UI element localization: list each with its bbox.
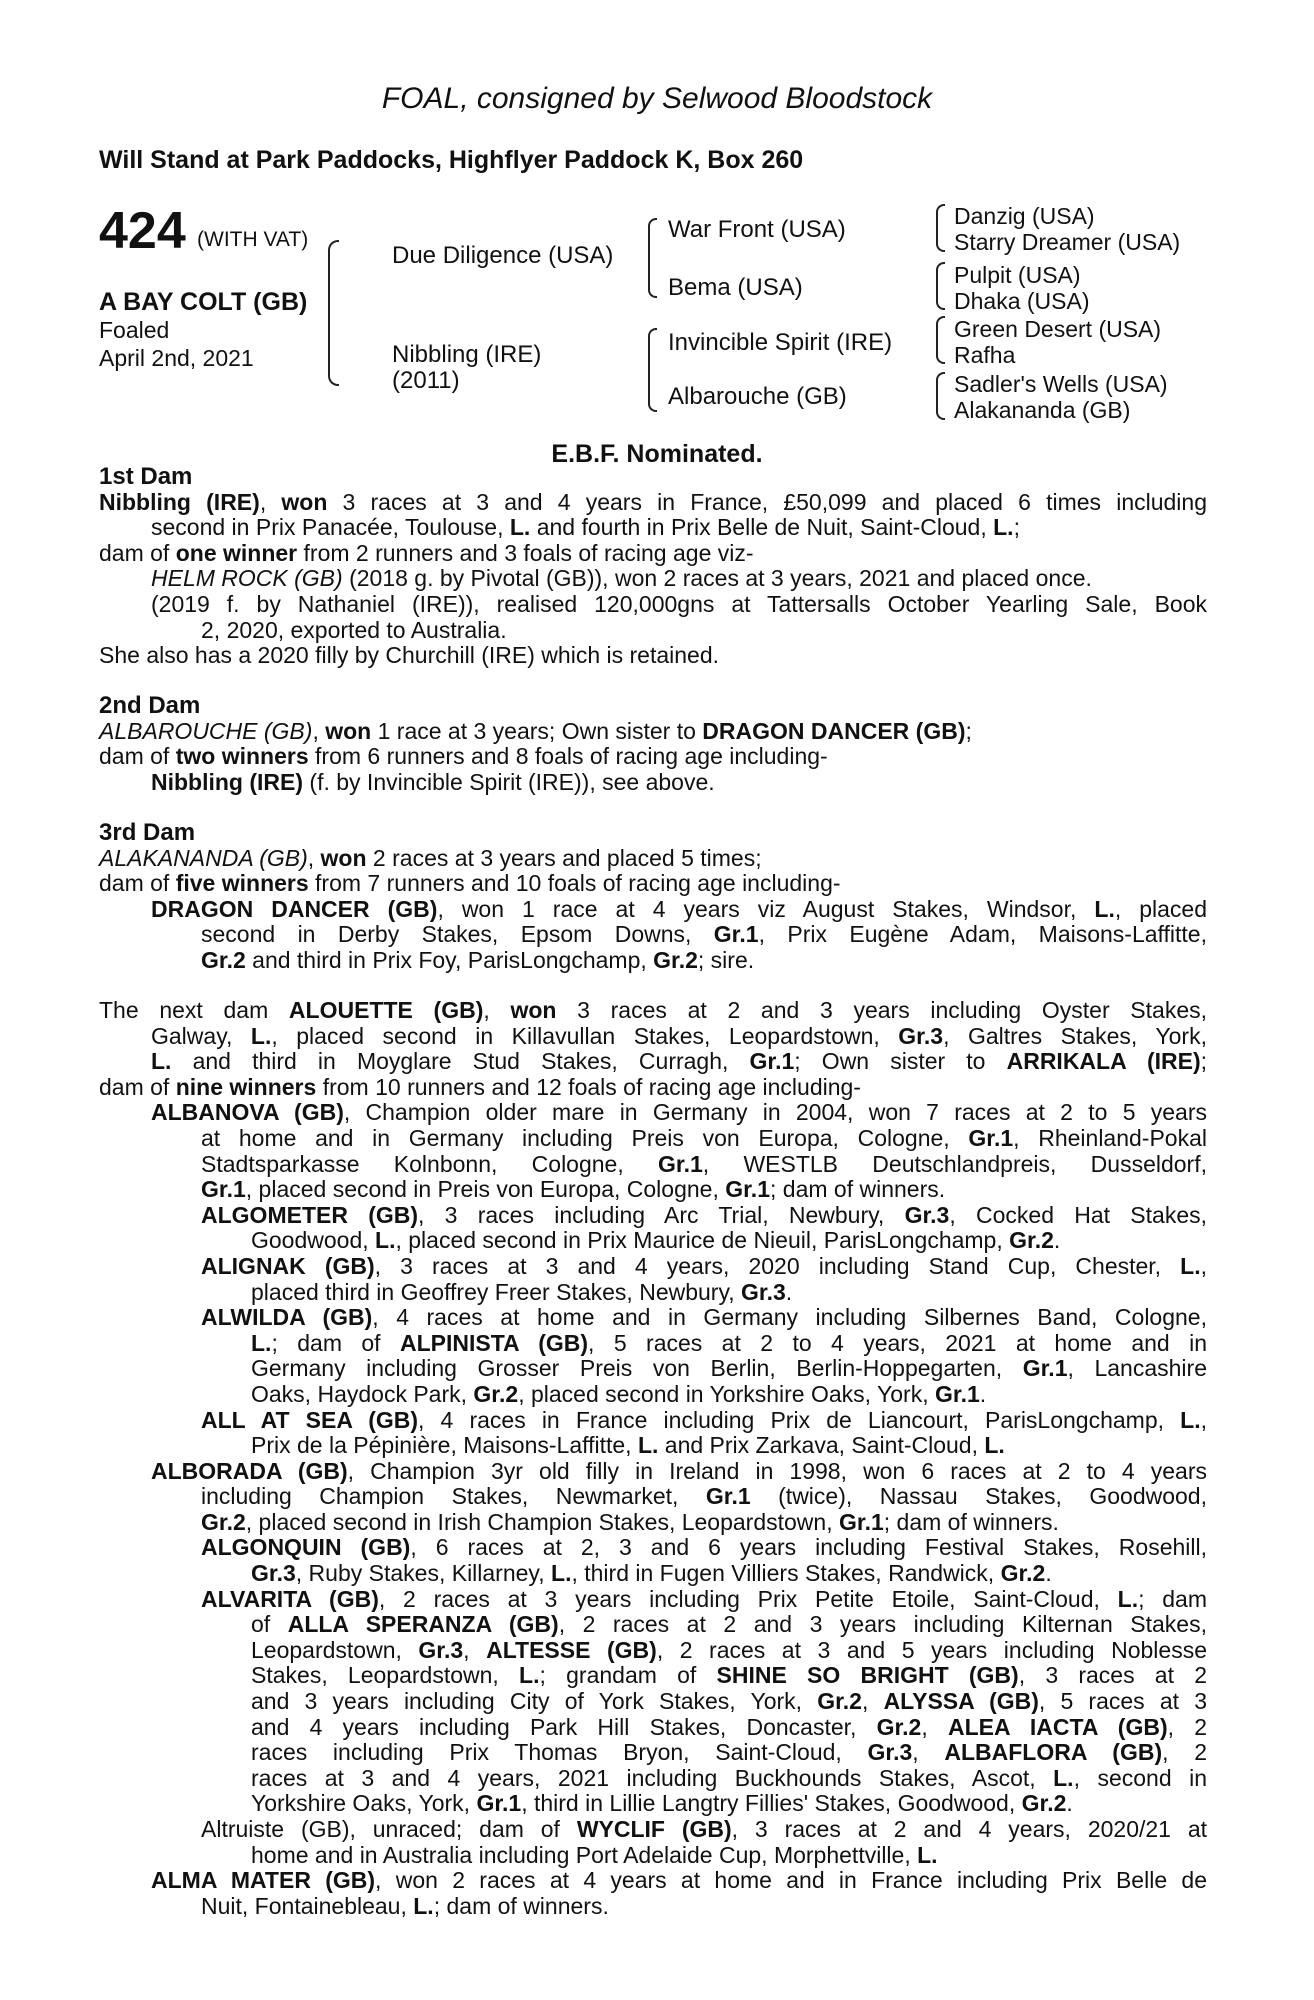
text-line (99, 1535, 1207, 1561)
text-segment: . (979, 1380, 987, 1407)
text-line (99, 592, 1207, 618)
text-segment: , Prix Eugène Adam, Maisons-Laffitte, (758, 921, 1207, 948)
text-segment: ALAKANANDA (GB) (99, 844, 308, 871)
text-segment: Galway, (151, 1022, 251, 1049)
text-segment: , Galtres Stakes, York, (943, 1022, 1207, 1049)
text-segment: ; dam of winners. (433, 1892, 609, 1919)
text-segment: L. (151, 1048, 172, 1075)
text-segment: ALGONQUIN (GB) (201, 1534, 411, 1561)
text-line (99, 541, 1207, 567)
text-line (99, 1715, 1207, 1741)
dam-dam: Albarouche (GB) (668, 383, 847, 410)
text-segment: L. (1094, 895, 1115, 922)
text-segment: 2, 2020, exported to Australia. (201, 616, 507, 643)
text-line (99, 719, 1207, 745)
text-segment: ALWILDA (GB) (201, 1304, 373, 1331)
text-segment: , 3 races at 3 and 4 years, 2020 including Stand Cup, Chester, (374, 1252, 1181, 1279)
text-segment: (2019 f. by Nathaniel (IRE)), realised 120,000gns at Tattersalls October Yearling Sale, Book (151, 590, 1207, 617)
text-segment: ; dam (1138, 1585, 1207, 1612)
text-segment: (2018 g. by Pivotal (GB)), won 2 races at 3 years, 2021 and placed once. (342, 565, 1092, 592)
text-segment: and Prix Zarkava, Saint-Cloud, (658, 1432, 985, 1459)
text-segment: Nibbling (IRE) (151, 768, 304, 795)
text-segment: , 2 races at 3 years including Prix Petite Etoile, Saint-Cloud, (378, 1585, 1118, 1612)
sire-brace (648, 218, 657, 298)
text-segment: Gr.2 (817, 1688, 862, 1715)
g-brace-4 (936, 372, 945, 420)
text-segment: L. (984, 1432, 1005, 1459)
text-line (99, 1280, 1207, 1306)
text-line (99, 1382, 1207, 1408)
text-line (99, 1408, 1207, 1434)
text-segment: SHINE SO BRIGHT (GB) (716, 1662, 1019, 1689)
g-brace-3 (936, 316, 945, 364)
text-line (99, 515, 1207, 541)
text-segment: ALMA MATER (GB) (151, 1867, 376, 1894)
text-line (99, 1740, 1207, 1766)
text-segment: L. (993, 514, 1014, 541)
text-segment: won (325, 717, 372, 744)
text-segment: , 4 races in France including Prix de Liancourt, ParisLongchamp, (418, 1406, 1181, 1433)
text-segment: Gr.1 (713, 921, 759, 948)
text-segment: Yorkshire Oaks, York, (251, 1790, 477, 1817)
text-segment: L. (1180, 1406, 1201, 1433)
text-segment: (twice), Nassau Stakes, Goodwood, (750, 1483, 1207, 1510)
text-segment: dam of (99, 539, 176, 566)
text-line (99, 1561, 1207, 1587)
text-segment: Stadtsparkasse Kolnbonn, Cologne, (201, 1150, 659, 1177)
second-dam-lines (99, 719, 1207, 796)
text-segment: , (861, 1688, 884, 1715)
text-segment: , placed second in Killavullan Stakes, Leopardstown, (271, 1022, 899, 1049)
text-line (99, 1177, 1207, 1203)
grandsire-2: Pulpit (USA) (954, 262, 1081, 288)
text-segment: placed third in Geoffrey Freer Stakes, Newbury, (251, 1278, 742, 1305)
text-segment: Gr.1 (935, 1380, 980, 1407)
text-segment: Goodwood, (251, 1227, 376, 1254)
text-segment: L. (1053, 1764, 1074, 1791)
text-segment: Nuit, Fontainebleau, (201, 1892, 414, 1919)
sire-sire: War Front (USA) (668, 216, 846, 243)
text-segment: , third in Fugen Villiers Stakes, Randwick, (571, 1560, 1001, 1587)
text-segment: , placed (1114, 895, 1208, 922)
text-segment: from 10 runners and 12 foals of racing age including- (316, 1073, 861, 1100)
text-line (99, 566, 1207, 592)
text-line (99, 1203, 1207, 1229)
foaled-info (99, 316, 254, 372)
text-segment: dam of (99, 743, 176, 770)
granddam-4: Alakananda (GB) (954, 397, 1131, 423)
text-segment: Leopardstown, (251, 1636, 419, 1663)
sire-name: Due Diligence (USA) (392, 242, 614, 269)
text-segment: ; grandam of (539, 1662, 717, 1689)
text-line (99, 1663, 1207, 1689)
text-segment: Gr.3 (418, 1636, 464, 1663)
text-segment: , (1200, 1252, 1207, 1279)
text-segment: Gr.2 (653, 946, 698, 973)
text-segment: and 3 years including City of York Stakes, York, (251, 1688, 818, 1715)
text-line (99, 1868, 1207, 1894)
text-segment: and third in Moyglare Stud Stakes, Curragh, (171, 1048, 750, 1075)
text-segment: , 2 races at 3 and 5 years including Noblesse (656, 1636, 1207, 1663)
text-segment: Stakes, Leopardstown, (251, 1662, 520, 1689)
g-brace-1 (936, 204, 945, 252)
text-segment: won (281, 488, 328, 515)
text-segment: , placed second in Preis von Europa, Cologne, (245, 1176, 726, 1203)
granddam-3: Rafha (954, 342, 1016, 368)
text-segment: ; dam of (271, 1329, 400, 1356)
text-line (99, 897, 1207, 923)
text-segment: HELM ROCK (GB) (151, 565, 343, 592)
text-segment: one winner (175, 539, 298, 566)
text-segment: 3 races at 3 and 4 years in France, £50,099 and placed 6 times including (327, 488, 1207, 515)
text-segment: The next dam (99, 997, 289, 1023)
text-line (99, 1843, 1207, 1869)
text-segment: Gr.2 (1000, 1560, 1046, 1587)
text-segment: 1 race at 3 years; Own sister to (371, 717, 703, 744)
text-segment: Gr.1 (1022, 1355, 1068, 1382)
text-segment: , 3 races at 2 and 4 years, 2020/21 at (731, 1816, 1208, 1842)
granddam-2: Dhaka (USA) (954, 288, 1090, 314)
text-segment: . (1053, 1227, 1061, 1254)
text-segment: , (912, 1739, 945, 1766)
text-segment: including Champion Stakes, Newmarket, (201, 1483, 706, 1510)
text-line (99, 1126, 1207, 1152)
text-segment: 3 races at 2 and 3 years including Oyster Stakes, (556, 997, 1207, 1023)
text-segment: , second in (1073, 1764, 1207, 1791)
text-line (99, 1791, 1207, 1817)
text-line (99, 1689, 1207, 1715)
second-dam-section (99, 693, 1207, 795)
text-segment: and third in Prix Foy, ParisLongchamp, (245, 946, 654, 973)
text-segment: of (251, 1611, 288, 1638)
text-segment: 2 races at 3 years and placed 5 times; (366, 844, 762, 871)
text-line (99, 1100, 1207, 1126)
text-segment: L. (519, 1662, 540, 1689)
text-segment: ; Own sister to (794, 1048, 1007, 1075)
text-segment: . (785, 1278, 793, 1305)
text-segment: L. (509, 514, 531, 541)
next-dam-lines (99, 998, 1207, 1919)
text-segment: ; (1200, 1048, 1208, 1075)
text-segment: , (312, 717, 326, 744)
text-segment: won (510, 997, 557, 1023)
text-segment: , Ruby Stakes, Killarney, (295, 1560, 552, 1587)
text-segment: Gr.3 (898, 1022, 944, 1049)
text-segment: , (921, 1713, 948, 1740)
text-segment: ALIGNAK (GB) (201, 1252, 375, 1279)
lot-name: A BAY COLT (GB) (99, 288, 308, 316)
grandsire-1: Danzig (USA) (954, 203, 1095, 229)
text-segment: and 4 years including Park Hill Stakes, Doncaster, (251, 1713, 877, 1740)
text-segment: home and in Australia including Port Adelaide Cup, Morphettville, (251, 1841, 918, 1868)
text-segment: , placed second in Irish Champion Stakes, Leopardstown, (245, 1508, 839, 1535)
text-line (99, 1152, 1207, 1178)
text-line (99, 643, 1207, 669)
text-segment: Gr.3 (251, 1560, 296, 1587)
text-segment: , placed second in Prix Maurice de Nieuil, ParisLongchamp, (395, 1227, 1010, 1254)
text-segment: Gr.2 (1009, 1227, 1054, 1254)
section-title: 2nd Dam (99, 692, 201, 719)
lot-number: 424 (99, 202, 186, 260)
text-segment: , 2 (1167, 1713, 1207, 1740)
dam-name: Nibbling (IRE) (392, 341, 542, 368)
text-segment: , 5 races at 2 to 4 years, 2021 at home and in (588, 1329, 1208, 1356)
text-segment: , placed second in Yorkshire Oaks, York, (518, 1380, 935, 1407)
text-segment: ALLA SPERANZA (GB) (287, 1611, 559, 1638)
text-segment: ; sire. (697, 946, 755, 973)
dam-sire: Invincible Spirit (IRE) (668, 329, 893, 356)
text-segment: L. (413, 1892, 434, 1919)
text-line (99, 1356, 1207, 1382)
text-segment: races including Prix Thomas Bryon, Saint-Cloud, (251, 1739, 868, 1766)
text-segment: five winners (175, 870, 309, 897)
text-segment: ALBANOVA (GB) (151, 1099, 344, 1126)
text-line (99, 922, 1207, 948)
foaled-date: April 2nd, 2021 (99, 345, 254, 371)
text-line (99, 1510, 1207, 1536)
text-segment: from 6 runners and 8 foals of racing age including- (308, 743, 828, 770)
text-segment: Gr.1 (725, 1176, 770, 1203)
text-segment: second in Derby Stakes, Epsom Downs, (201, 921, 714, 948)
ebf-nominated: E.B.F. Nominated. (551, 440, 763, 468)
text-segment: ALBAFLORA (GB) (944, 1739, 1163, 1766)
text-segment: from 2 runners and 3 foals of racing age viz- (297, 539, 754, 566)
text-segment: Prix de la Pépinière, Maisons-Laffitte, (251, 1432, 638, 1459)
text-line (99, 1049, 1207, 1075)
text-line (99, 744, 1207, 770)
foaled-label: Foaled (99, 317, 170, 343)
text-line (99, 1612, 1207, 1638)
text-segment: Gr.3 (741, 1278, 786, 1305)
text-line (99, 1817, 1207, 1843)
text-segment: She also has a 2020 filly by Churchill (IRE) which is retained. (99, 642, 720, 669)
grandsire-4: Sadler's Wells (USA) (954, 371, 1168, 397)
next-dam-section (99, 998, 1207, 1919)
text-segment: second in Prix Panacée, Toulouse, (151, 514, 510, 541)
text-segment: , 6 races at 2, 3 and 6 years including Festival Stakes, Rosehill, (410, 1534, 1208, 1561)
third-dam-section (99, 820, 1207, 974)
text-line (99, 1228, 1207, 1254)
text-segment: , 2 (1162, 1739, 1207, 1766)
sire-dam: Bema (USA) (668, 274, 803, 301)
text-segment: , Lancashire (1067, 1355, 1207, 1382)
text-segment: ALTESSE (GB) (486, 1636, 657, 1663)
text-segment: ALGOMETER (GB) (201, 1201, 419, 1228)
text-segment: , Champion 3yr old filly in Ireland in 1998, won 6 races at 2 to 4 years (347, 1457, 1207, 1484)
text-segment: Oaks, Haydock Park, (251, 1380, 474, 1407)
text-line (99, 1638, 1207, 1664)
text-segment: ALOUETTE (GB) (288, 997, 484, 1023)
text-segment: L. (251, 1329, 272, 1356)
text-segment: from 7 runners and 10 foals of racing age including- (308, 870, 841, 897)
text-line (99, 490, 1207, 516)
text-segment: Gr.2 (201, 946, 246, 973)
text-segment: Gr.2 (473, 1380, 519, 1407)
text-segment: , won 1 race at 4 years viz August Stakes, Windsor, (437, 895, 1095, 922)
text-segment: L. (1180, 1252, 1201, 1279)
text-segment: , 2 races at 2 and 3 years including Kilternan Stakes, (558, 1611, 1207, 1638)
text-segment: Gr.2 (1021, 1790, 1067, 1817)
text-segment: L. (250, 1022, 272, 1049)
text-segment: won (320, 844, 367, 871)
text-segment: , (463, 1636, 487, 1663)
text-segment: dam of (99, 1073, 176, 1100)
text-segment: , Champion older mare in Germany in 2004, won 7 races at 2 to 5 years (343, 1099, 1207, 1126)
section-title: 3rd Dam (99, 819, 196, 846)
text-line (99, 1766, 1207, 1792)
text-segment: ALBAROUCHE (GB) (99, 717, 313, 744)
text-segment: , 4 races at home and in Germany including Silbernes Band, Cologne, (372, 1304, 1207, 1331)
text-segment: ; dam of winners. (770, 1176, 946, 1203)
vat-label: (WITH VAT) (197, 228, 309, 251)
text-segment: ARRIKALA (IRE) (1006, 1048, 1201, 1075)
text-segment: L. (917, 1841, 938, 1868)
text-segment: DRAGON DANCER (GB) (702, 717, 966, 744)
text-segment: . (1066, 1790, 1073, 1817)
consignor-heading: FOAL, consigned by Selwood Bloodstock (381, 82, 933, 115)
text-segment: at home and in Germany including Preis von Europa, Cologne, (201, 1124, 969, 1151)
pedigree-brace (328, 240, 339, 386)
text-segment: Germany including Grosser Preis von Berlin, Berlin-Hoppegarten, (251, 1355, 1023, 1382)
text-segment: L. (637, 1432, 659, 1459)
text-segment: ; (1013, 514, 1020, 541)
text-segment: , (483, 997, 511, 1023)
text-segment: ; dam of winners. (883, 1508, 1059, 1535)
text-line (99, 871, 1207, 897)
text-segment: , Cocked Hat Stakes, (949, 1201, 1207, 1228)
text-line (99, 1459, 1207, 1485)
text-segment: Gr.2 (201, 1508, 246, 1535)
text-segment: and fourth in Prix Belle de Nuit, Saint-Cloud, (530, 514, 994, 541)
text-segment: Gr.2 (876, 1713, 922, 1740)
text-segment: ALEA IACTA (GB) (947, 1713, 1168, 1740)
text-segment: Gr.1 (476, 1790, 522, 1817)
first-dam-section (99, 464, 1207, 669)
first-dam-lines (99, 490, 1207, 669)
section-title: 1st Dam (99, 463, 193, 490)
text-line (99, 1894, 1207, 1920)
text-segment: , third in Lillie Langtry Fillies' Stakes, Goodwood, (521, 1790, 1022, 1817)
text-segment: , 3 races at 2 (1018, 1662, 1207, 1689)
text-segment: Nibbling (IRE) (99, 488, 260, 515)
text-segment: ALBORADA (GB) (151, 1457, 348, 1484)
text-segment: Gr.1 (749, 1048, 795, 1075)
text-line (99, 998, 1207, 1024)
text-segment: , Rheinland-Pokal (1013, 1124, 1207, 1151)
text-segment: ALVARITA (GB) (201, 1585, 379, 1612)
granddam-1: Starry Dreamer (USA) (954, 229, 1181, 255)
text-line (99, 846, 1207, 872)
text-segment: WYCLIF (GB) (576, 1816, 732, 1842)
text-segment: ALL AT SEA (GB) (201, 1406, 419, 1433)
text-segment: . (1045, 1560, 1052, 1587)
text-segment: , (307, 844, 321, 871)
text-segment: L. (375, 1227, 396, 1254)
text-segment: Gr.1 (201, 1176, 246, 1203)
g-brace-2 (936, 262, 945, 310)
text-segment: , WESTLB Deutschlandpreis, Dusseldorf, (702, 1150, 1207, 1177)
text-segment: , (1200, 1406, 1207, 1433)
text-segment: , won 2 races at 4 years at home and in France including Prix Belle de (375, 1867, 1207, 1894)
text-segment: ALPINISTA (GB) (399, 1329, 589, 1356)
stand-location: Will Stand at Park Paddocks, Highflyer Paddock K, Box 260 (99, 146, 804, 174)
text-segment: , 5 races at 3 (1038, 1688, 1207, 1715)
text-segment: Gr.3 (867, 1739, 913, 1766)
text-segment: (f. by Invincible Spirit (IRE)), see above. (303, 768, 715, 795)
grandsire-3: Green Desert (USA) (954, 316, 1162, 342)
text-segment: L. (1117, 1585, 1139, 1612)
text-line (99, 1024, 1207, 1050)
text-segment: ; (965, 717, 972, 744)
text-segment: races at 3 and 4 years, 2021 including Buckhounds Stakes, Ascot, (251, 1764, 1054, 1791)
text-line (99, 1587, 1207, 1613)
text-line (99, 1305, 1207, 1331)
text-segment: Gr.1 (839, 1508, 884, 1535)
text-line (99, 948, 1207, 974)
text-segment: , (259, 488, 282, 515)
text-line (99, 1331, 1207, 1357)
text-line (99, 1484, 1207, 1510)
text-line (99, 1254, 1207, 1280)
text-segment: nine winners (175, 1073, 317, 1100)
text-segment: two winners (175, 743, 309, 770)
text-line (99, 618, 1207, 644)
text-segment: Altruiste (GB), unraced; dam of (201, 1816, 577, 1842)
text-segment: dam of (99, 870, 176, 897)
text-segment: , 3 races including Arc Trial, Newbury, (418, 1201, 905, 1228)
text-line (99, 770, 1207, 796)
third-dam-lines (99, 846, 1207, 974)
text-segment: DRAGON DANCER (GB) (151, 895, 438, 922)
text-segment: Gr.3 (904, 1201, 950, 1228)
text-segment: L. (551, 1560, 572, 1587)
dam-year: (2011) (392, 367, 460, 394)
text-segment: Gr.1 (658, 1150, 703, 1177)
text-line (99, 1433, 1207, 1459)
text-segment: Gr.1 (968, 1124, 1014, 1151)
text-line (99, 1075, 1207, 1101)
text-segment: Gr.1 (705, 1483, 751, 1510)
text-segment: ALYSSA (GB) (883, 1688, 1039, 1715)
dam-brace (648, 328, 657, 412)
